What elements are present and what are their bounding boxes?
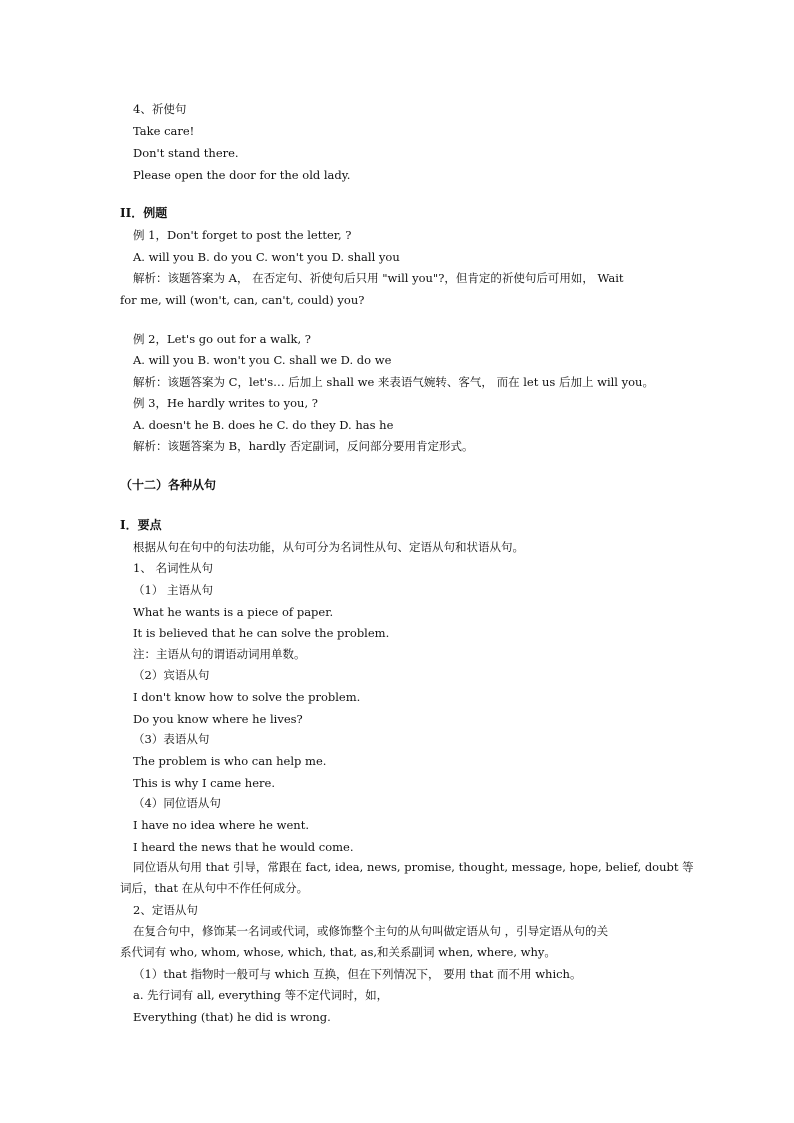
- analysis-text: 解析：该题答案为 B，hardly 否定副词，反问部分要用肯定形式。: [133, 439, 474, 453]
- example-sentence: I have no idea where he went.: [133, 818, 309, 832]
- example-sentence: It is believed that he can solve the problem.: [133, 626, 390, 640]
- subheading-attributive-clause: 2、定语从句: [133, 903, 198, 917]
- analysis-text: for me, will (won't, can, can't, could) you?: [120, 293, 365, 307]
- example-question: 例 3，He hardly writes to you, ?: [133, 396, 318, 410]
- paragraph-text: 词后，that 在从句中不作任何成分。: [120, 881, 309, 895]
- note-text: 注：主语从句的谓语动词用单数。: [133, 647, 306, 661]
- paragraph-text: 系代词有 who, whom, whose, which, that, as,和关系副词 when, where, why。: [120, 945, 556, 959]
- paragraph-text: 在复合句中，修饰某一名词或代词，或修饰整个主句的从句叫做定语从句 ，引导定语从句的关: [133, 924, 609, 938]
- example-sentence: I heard the news that he would come.: [133, 840, 354, 854]
- rule-text: （1）that 指物时一般可与 which 互换，但在下列情况下， 要用 that 而不用 which。: [133, 967, 582, 981]
- heading-imperative: 4、祈使句: [133, 102, 187, 116]
- example-sentence: Don't stand there.: [133, 146, 239, 160]
- subheading-appositive-clause: （4）同位语从句: [133, 796, 221, 810]
- example-sentence: Please open the door for the old lady.: [133, 168, 351, 182]
- example-question: 例 2，Let's go out for a walk, ?: [133, 332, 311, 346]
- subheading-object-clause: （2）宾语从句: [133, 668, 210, 682]
- paragraph-text: 同位语从句用 that 引导，常跟在 fact, idea, news, promise, thought, message, hope, belief, doubt 等: [133, 860, 694, 874]
- analysis-text: 解析：该题答案为 C，let's… 后加上 shall we 来表语气婉转、客气， 而在 let us 后加上 will you。: [133, 375, 654, 389]
- example-sentence: I don't know how to solve the problem.: [133, 690, 361, 704]
- example-question: 例 1，Don't forget to post the letter, ?: [133, 228, 352, 242]
- example-sentence: Do you know where he lives?: [133, 712, 303, 726]
- example-sentence: Everything (that) he did is wrong.: [133, 1010, 331, 1024]
- rule-item: a. 先行词有 all, everything 等不定代词时，如，: [133, 988, 389, 1002]
- paragraph-text: 根据从句在句中的句法功能，从句可分为名词性从句、定语从句和状语从句。: [133, 540, 524, 554]
- analysis-text: 解析：该题答案为 A， 在否定句、祈使句后只用 "will you"?，但肯定的祈使句后可用如， Wait: [133, 271, 624, 285]
- answer-options: A. will you B. won't you C. shall we D. do we: [133, 353, 392, 367]
- example-sentence: Take care!: [133, 124, 195, 138]
- subheading-subject-clause: （1） 主语从句: [133, 583, 213, 597]
- section-heading-key-points: I．要点: [120, 518, 162, 532]
- answer-options: A. will you B. do you C. won't you D. shall you: [133, 250, 400, 264]
- example-sentence: The problem is who can help me.: [133, 754, 327, 768]
- answer-options: A. doesn't he B. does he C. do they D. has he: [133, 418, 394, 432]
- subheading-predicative-clause: （3）表语从句: [133, 732, 210, 746]
- chapter-heading-clauses: （十二）各种从句: [120, 478, 217, 492]
- subheading-noun-clause: 1、 名词性从句: [133, 561, 213, 575]
- example-sentence: This is why I came here.: [133, 776, 275, 790]
- example-sentence: What he wants is a piece of paper.: [133, 605, 334, 619]
- section-heading-examples: II．例题: [120, 206, 168, 220]
